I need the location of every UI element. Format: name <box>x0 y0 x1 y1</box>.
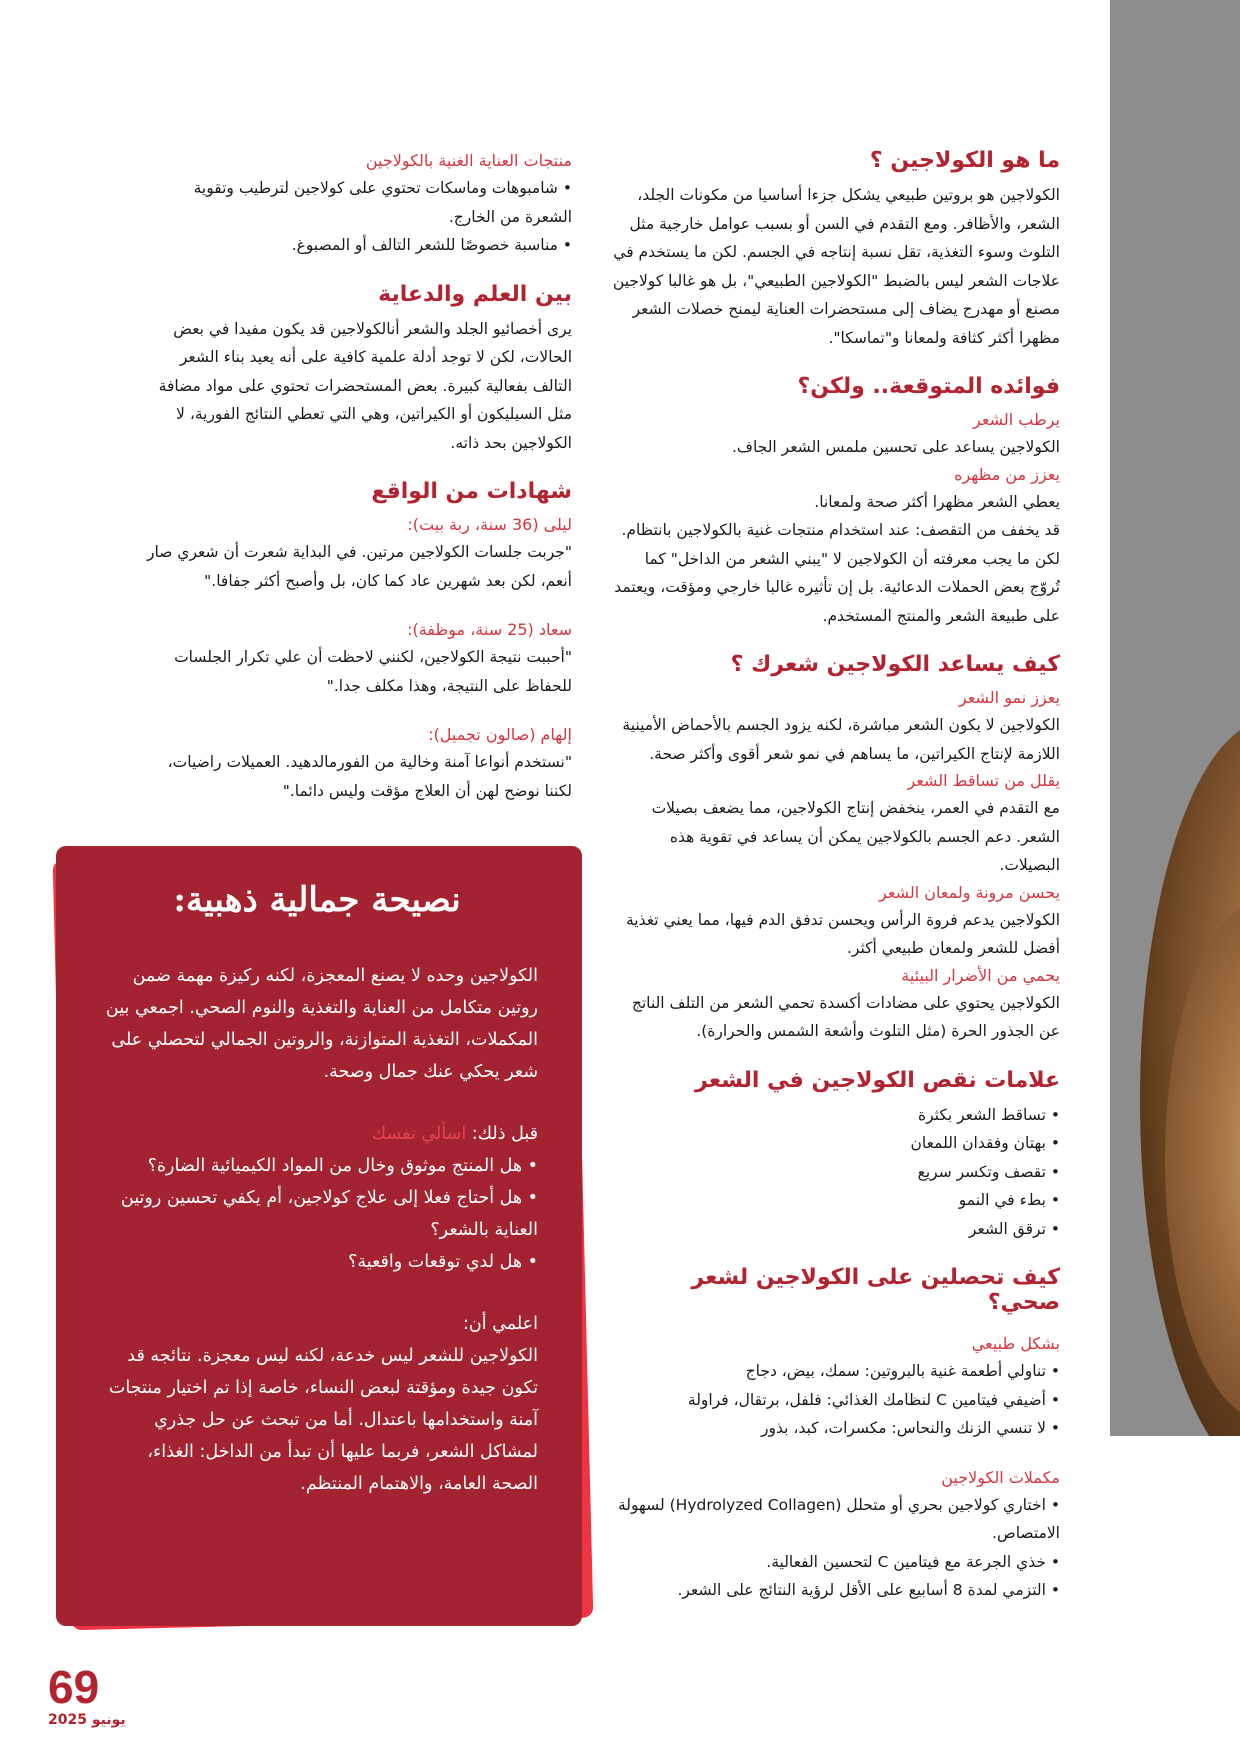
testimonial-name: إلهام (صالون تجميل): <box>428 725 572 744</box>
tip-title: نصيحة جمالية ذهبية: <box>173 880 461 920</box>
list-item: • هل أحتاج فعلا إلى علاج كولاجين، أم يكفي تحسين روتين العناية بالشعر؟ <box>96 1182 538 1246</box>
heading-deficiency-signs: علامات نقص الكولاجين في الشعر <box>695 1067 1060 1093</box>
hair-photo <box>1110 0 1240 1436</box>
testimonial-text: "أحببت نتيجة الكولاجين، لكنني لاحظت أن علي تكرار الجلسات للحفاظ على النتيجة، وهذا مكلف جدا." <box>174 648 572 695</box>
tip-conclusion: الكولاجين للشعر ليس خدعة، لكنه ليس معجزة. نتائجه قد تكون جيدة ومؤقتة لبعض النساء، خاصة إذا تم اختيار منتجات آمنة واستخدامها باعتدال. أما من تبحث عن حل جذري لمشاكل الشعر، فربما عليها أن تبدأ من الداخل: الغذاء، الصحة العامة، والاهتمام المنتظم. <box>108 1346 538 1494</box>
list-item: • مناسبة خصوصًا للشعر التالف أو المصبوغ. <box>146 231 572 260</box>
list-item: • بهتان وفقدان اللمعان <box>612 1129 1060 1158</box>
paragraph-shine: الكولاجين يدعم فروة الرأس ويحسن تدفق الدم فيها، مما يعني تغذية أفضل للشعر ولمعان طبيعي أكثر. <box>625 910 1060 957</box>
list-item: • تناولي أطعمة غنية بالبروتين: سمك، بيض، دجاج <box>612 1357 1060 1386</box>
paragraph-split-ends: قد يخفف من التقصف: عند استخدام منتجات غنية بالكولاجين بانتظام. <box>621 521 1060 539</box>
paragraph-appearance: يعطي الشعر مظهرا أكثر صحة ولمعانا. <box>814 492 1060 511</box>
paragraph-science-vs-ads: يرى أخصائيو الجلد والشعر أنالكولاجين قد يكون مفيدا في بعض الحالات، لكن لا توجد أدلة علمية كافية على أنه يعيد بناء الشعر التالف بفعالية كبيرة. بعض المستحضرات تحتوي على مواد مضافة مثل السيليكون أو الكيراتين، وهي التي تعطي النتائج الفورية، لا الكولاجين بحد ذاته. <box>158 319 572 452</box>
list-item: • اختاري كولاجين بحري أو متحلل (Hydrolyzed Collagen) لسهولة الامتصاص. <box>612 1491 1060 1548</box>
testimonial-text: "نستخدم أنواعا آمنة وخالية من الفورمالدهيد. العميلات راضيات، لكننا نوضح لهن أن العلاج مؤقت وليس دائما." <box>167 753 572 800</box>
tip-before-line <box>96 1118 538 1150</box>
heading-what-is-collagen: ما هو الكولاجين ؟ <box>869 148 1060 173</box>
list-item: • شامبوهات وماسكات تحتوي على كولاجين لترطيب وتقوية الشعرة من الخارج. <box>146 174 572 231</box>
heading-expected-benefits: فوائده المتوقعة.. ولكن؟ <box>797 374 1060 399</box>
heading-how-to-get: كيف تحصلين على الكولاجين لشعر صحي؟ <box>691 1265 1060 1315</box>
testimonial-name: سعاد (25 سنة، موظفة): <box>407 620 572 639</box>
tip-before-highlight: اسألي نفسك <box>371 1124 467 1144</box>
paragraph-moisturize: الكولاجين يساعد على تحسين ملمس الشعر الجاف. <box>731 438 1060 456</box>
list-item: • أضيفي فيتامين C لنظامك الغذائي: فلفل، برتقال، فراولة <box>612 1386 1060 1415</box>
natural-list <box>612 1357 1060 1443</box>
right-column <box>612 148 1060 1605</box>
subheading-supplements: مكملات الكولاجين <box>941 1467 1060 1487</box>
deficiency-list <box>612 1101 1060 1244</box>
list-item: • التزمي لمدة 8 أسابيع على الأقل لرؤية النتائج على الشعر. <box>612 1576 1060 1605</box>
list-item: • لا تنسي الزنك والنحاس: مكسرات، كبد، بذور <box>612 1414 1060 1443</box>
list-item: • هل المنتج موثوق وخال من المواد الكيميائية الضارة؟ <box>96 1150 538 1182</box>
list-item: • تقصف وتكسر سريع <box>612 1158 1060 1187</box>
subheading-moisturize: يرطب الشعر <box>973 410 1060 429</box>
subheading-care-products: منتجات العناية الغنية بالكولاجين <box>365 151 572 170</box>
issue-date: يونيو 2025 <box>48 1712 126 1728</box>
subheading-hair-loss: يقلل من تساقط الشعر <box>907 771 1060 790</box>
heading-science-vs-ads: بين العلم والدعاية <box>378 281 572 307</box>
subheading-shine: يحسن مرونة ولمعان الشعر <box>879 882 1060 902</box>
paragraph-what-is-collagen: الكولاجين هو بروتين طبيعي يشكل جزءا أساسيا من مكونات الجلد، الشعر، والأظافر. ومع التقدم في السن أو بسبب عوامل خارجية مثل التلوث وسوء التغذية، تقل نسبة إنتاجه في الجسم. لكن ما يستخدم في علاجات الشعر ليس بالضبط "الكولاجين الطبيعي"، بل هو غالبا كولاجين مصنع أو مهدرج يضاف إلى مستحضرات العناية ليمنح خصلات الشعر مظهرا أكثر كثافة ولمعانا و"تماسكا". <box>612 186 1060 347</box>
paragraph-caveat: لكن ما يجب معرفته أن الكولاجين لا "يبني الشعر من الداخل" كما تُروّج بعض الحملات الدعائية. بل إن تأثيره غالبا خارجي ومؤقت، ويعتمد على طبيعة الشعر والمنتج المستخدم. <box>614 549 1060 625</box>
subheading-appearance: يعزز من مظهره <box>954 464 1060 484</box>
list-item: • تساقط الشعر بكثرة <box>612 1101 1060 1130</box>
tip-questions-list <box>96 1150 538 1278</box>
list-item: • بطء في النمو <box>612 1186 1060 1215</box>
subheading-protection: يحمي من الأضرار البيئية <box>901 965 1060 985</box>
heading-testimonials: شهادات من الواقع <box>371 479 572 504</box>
heading-how-helps: كيف يساعد الكولاجين شعرك ؟ <box>730 652 1060 677</box>
testimonial-text: "جربت جلسات الكولاجين مرتين. في البداية شعرت أن شعري صار أنعم، لكن بعد شهرين عاد كما كان، بل وأصبح أكثر جفافا." <box>147 543 572 590</box>
supplements-list <box>612 1491 1060 1605</box>
subheading-growth: يعزز نمو الشعر <box>958 688 1060 707</box>
tip-paragraph: الكولاجين وحده لا يصنع المعجزة، لكنه ركيزة مهمة ضمن روتين متكامل من العناية والتغذية والنوم الصحي. اجمعي بين المكملات، التغذية المتوازنة، والروتين الجمالي لتحصلي على شعر يحكي عنك جمال وصحة. <box>105 966 538 1082</box>
care-products-list <box>146 174 572 260</box>
tip-box <box>56 846 582 1626</box>
paragraph-growth: الكولاجين لا يكون الشعر مباشرة، لكنه يزود الجسم بالأحماض الأمينية اللازمة لإنتاج الكيراتين، ما يساهم في نمو شعر أقوى وأكثر صحة. <box>622 716 1060 763</box>
tip-before-label: قبل ذلك: <box>471 1124 538 1144</box>
paragraph-protection: الكولاجين يحتوي على مضادات أكسدة تحمي الشعر من التلف الناتج عن الجذور الحرة (مثل التلوث وأشعة الشمس والحرارة). <box>631 993 1060 1040</box>
tip-know-label: اعلمي أن: <box>463 1314 538 1334</box>
testimonial-name: ليلى (36 سنة، ربة بيت): <box>407 515 572 534</box>
paragraph-hair-loss: مع التقدم في العمر، ينخفض إنتاج الكولاجين، مما يضعف بصيلات الشعر. دعم الجسم بالكولاجين يمكن أن يساعد في تقوية هذه البصيلات. <box>651 799 1060 874</box>
list-item: • ترقق الشعر <box>612 1215 1060 1244</box>
subheading-natural: بشكل طبيعي <box>971 1334 1060 1353</box>
left-column <box>146 148 572 805</box>
page-number: 69 <box>48 1661 100 1713</box>
list-item: • خذي الجرعة مع فيتامين C لتحسين الفعالية. <box>612 1548 1060 1577</box>
list-item: • هل لدي توقعات واقعية؟ <box>96 1246 538 1278</box>
